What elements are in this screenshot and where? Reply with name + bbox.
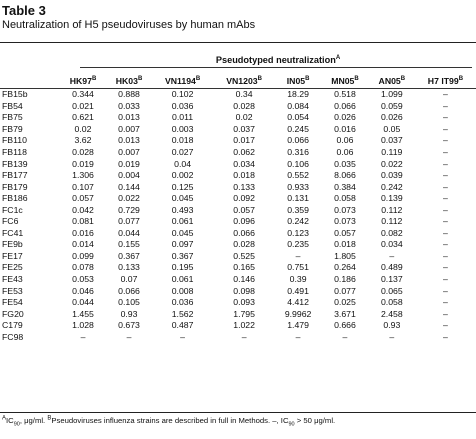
table-cell: 0.093 — [233, 297, 255, 308]
table-cell: 0.058 — [380, 297, 403, 308]
table-cell: 0.384 — [334, 181, 356, 192]
row-label: FB15b — [2, 89, 28, 100]
table-cell: 0.054 — [287, 112, 309, 123]
row-label: FB75 — [2, 112, 23, 123]
table-cell: 0.016 — [334, 123, 356, 134]
row-label: FB186 — [2, 193, 28, 204]
table-cell: – — [443, 123, 448, 134]
table-cell: 0.112 — [381, 204, 403, 215]
table-cell: 0.042 — [72, 204, 94, 215]
table-cell: 0.673 — [118, 320, 140, 331]
table-row — [0, 101, 476, 113]
row-label: FB110 — [2, 135, 27, 146]
table-cell: 0.045 — [171, 227, 194, 238]
col-header-in05: $IN05^B$ — [275, 73, 321, 89]
row-label: FC6 — [2, 216, 19, 227]
table-footnote: $^AIC_{90}$, μg/ml. $^B$Pseudoviruses influenza strains are described in full in Methods. –, $IC_{90} > 50$ μg/ml. — [2, 415, 336, 428]
table-row — [0, 135, 476, 147]
table-cell: 3.62 — [74, 135, 92, 146]
table-cell: 0.099 — [72, 250, 94, 261]
table-cell: 0.036 — [171, 297, 194, 308]
super-header — [80, 55, 476, 65]
table-cell: 0.102 — [171, 89, 194, 100]
col-header-vn1203: $VN1203^B$ — [213, 73, 275, 89]
table-row — [0, 147, 476, 159]
table-cell: 0.242 — [380, 181, 403, 192]
table-row — [0, 297, 476, 309]
table-cell: 0.004 — [118, 170, 140, 181]
row-label: FB79 — [2, 123, 23, 134]
table-row — [0, 204, 476, 216]
table-cell: 0.119 — [381, 147, 403, 157]
table-cell: 0.014 — [72, 239, 94, 250]
table-cell: 0.003 — [171, 123, 194, 134]
table-row — [0, 331, 476, 343]
row-label: FB139 — [2, 158, 28, 169]
table-cell: 0.139 — [380, 193, 403, 204]
table-cell: – — [443, 193, 448, 204]
table-cell: 0.02 — [74, 123, 92, 134]
row-label: FB177 — [2, 170, 28, 181]
table-cell: 0.057 — [233, 204, 255, 215]
table-cell: 0.026 — [380, 112, 403, 123]
table-cell: 0.077 — [334, 285, 356, 296]
table-cell: 0.045 — [171, 193, 194, 204]
table-row — [0, 181, 476, 193]
table-cell: 0.264 — [334, 262, 356, 273]
table-cell: – — [295, 331, 301, 342]
table-cell: 0.123 — [287, 227, 309, 238]
table-cell: 0.034 — [380, 239, 403, 250]
table-cell: – — [443, 331, 448, 342]
table-cell: – — [443, 308, 448, 319]
row-label: FE43 — [2, 274, 23, 285]
table-cell: 0.097 — [171, 239, 194, 250]
table-cell: 0.007 — [118, 123, 140, 134]
table-cell: 0.026 — [334, 112, 356, 123]
table-cell: 1.562 — [171, 308, 194, 319]
table-row — [0, 216, 476, 228]
table-cell: 0.066 — [334, 100, 356, 111]
row-label: FE9b — [2, 239, 23, 250]
table-cell: 0.131 — [287, 193, 309, 204]
table-cell: 1.028 — [72, 320, 94, 331]
row-label: FB179 — [2, 181, 28, 192]
table-cell: – — [443, 170, 448, 181]
table-cell: 0.02 — [235, 112, 253, 123]
table-cell: – — [443, 227, 448, 238]
table-row — [0, 112, 476, 124]
table-cell: 0.016 — [72, 227, 94, 238]
table-cell: 0.155 — [118, 239, 140, 250]
table-cell: 0.081 — [72, 216, 94, 227]
table-cell: 0.34 — [235, 89, 253, 100]
table-cell: 0.06 — [336, 147, 354, 157]
table-cell: 9.9962 — [284, 308, 312, 319]
table-cell: 0.073 — [334, 204, 356, 215]
table-cell: 0.062 — [233, 147, 255, 157]
table-cell: 0.022 — [118, 193, 140, 204]
table-subtitle: Neutralization of H5 pseudoviruses by human mAbs — [2, 19, 256, 31]
table-cell: 0.235 — [287, 239, 309, 250]
table-cell: 0.019 — [72, 158, 94, 169]
table-cell: 1.455 — [72, 308, 94, 319]
table-cell: 0.022 — [380, 158, 403, 169]
table-row — [0, 320, 476, 332]
table-cell: 0.061 — [171, 274, 194, 285]
table-cell: – — [443, 250, 448, 261]
table-row — [0, 228, 476, 240]
bottom-rule — [0, 412, 476, 413]
table-cell: 2.458 — [380, 308, 403, 319]
table-cell: 0.096 — [233, 216, 255, 227]
table-cell: 0.316 — [287, 147, 309, 157]
table-cell: 1.099 — [380, 89, 403, 100]
table-cell: 0.666 — [334, 320, 356, 331]
table-cell: – — [80, 331, 86, 342]
row-label: C179 — [2, 320, 23, 331]
table-cell: 0.242 — [287, 216, 309, 227]
table-cell: 0.245 — [287, 123, 309, 134]
row-label: FE54 — [2, 297, 23, 308]
table-cell: 0.077 — [118, 216, 140, 227]
table-row — [0, 193, 476, 205]
table-cell: – — [295, 250, 301, 261]
table-cell: 0.621 — [72, 112, 94, 123]
table-cell: – — [443, 297, 448, 308]
table-cell: – — [342, 331, 348, 342]
table-cell: 0.019 — [118, 158, 140, 169]
table-cell: 0.002 — [171, 170, 194, 181]
table-row — [0, 158, 476, 170]
table-row — [0, 308, 476, 320]
table-cell: 0.036 — [171, 100, 194, 111]
table-cell: – — [389, 250, 395, 261]
row-label: FC41 — [2, 227, 24, 238]
table-cell: 0.106 — [287, 158, 309, 169]
table-cell: 0.027 — [171, 147, 194, 157]
table-row — [0, 239, 476, 251]
table-cell: 0.133 — [233, 181, 255, 192]
col-header-vn1194: $VN1194^B$ — [152, 73, 213, 89]
table-cell: 0.021 — [72, 100, 94, 111]
table-cell: 0.359 — [287, 204, 309, 215]
table-cell: 0.066 — [233, 227, 255, 238]
table-cell: – — [443, 181, 448, 192]
table-row — [0, 251, 476, 263]
table-row — [0, 285, 476, 297]
table-cell: 0.137 — [380, 274, 403, 285]
table-cell: 0.07 — [120, 274, 138, 285]
table-cell: 0.057 — [334, 227, 356, 238]
table-cell: 0.037 — [380, 135, 403, 146]
table-cell: 3.671 — [334, 308, 356, 319]
table-cell: 8.066 — [334, 170, 356, 181]
table-cell: 1.022 — [233, 320, 255, 331]
table-cell: 0.065 — [380, 285, 403, 296]
table-cell: 0.073 — [334, 216, 356, 227]
table-cell: 4.412 — [287, 297, 309, 308]
table-cell: 0.028 — [233, 239, 255, 250]
table-cell: 0.125 — [171, 181, 194, 192]
table-cell: 0.092 — [233, 193, 255, 204]
table-cell: 0.146 — [233, 274, 255, 285]
table-cell: 1.479 — [287, 320, 309, 331]
table-cell: 0.046 — [72, 285, 94, 296]
table-cell: 0.39 — [289, 274, 307, 285]
table-cell: 0.044 — [118, 227, 140, 238]
table-cell: – — [443, 147, 448, 157]
table-cell: 0.053 — [72, 274, 94, 285]
table-cell: – — [241, 331, 247, 342]
table-cell: 0.025 — [334, 297, 356, 308]
table-cell: 0.013 — [118, 135, 140, 146]
table-cell: 0.491 — [287, 285, 309, 296]
table-cell: – — [443, 274, 448, 285]
row-label: FB54 — [2, 100, 23, 111]
table-cell: 0.367 — [118, 250, 140, 261]
row-label: FE25 — [2, 262, 23, 273]
table-cell: 0.084 — [287, 100, 309, 111]
col-header-hk03: $HK03^B$ — [106, 73, 152, 89]
row-label-header — [0, 73, 60, 89]
table-cell: 1.795 — [233, 308, 255, 319]
table-cell: 0.729 — [118, 204, 140, 215]
table-cell: 0.044 — [72, 297, 94, 308]
table-caption — [0, 3, 476, 32]
table-cell: 0.133 — [118, 262, 140, 273]
table-cell: 0.057 — [72, 193, 94, 204]
top-rule — [0, 42, 476, 43]
table-cell: 0.367 — [171, 250, 194, 261]
table-cell: 0.066 — [118, 285, 140, 296]
table-cell: – — [443, 204, 448, 215]
table-cell: 0.007 — [118, 147, 140, 157]
table-cell: 0.06 — [336, 135, 354, 146]
super-header-mark: A — [335, 54, 341, 61]
row-label: FG20 — [2, 308, 24, 319]
col-header-an05: $AN05^B$ — [369, 73, 415, 89]
table-cell: 0.195 — [171, 262, 194, 273]
table-cell: 0.112 — [381, 216, 403, 227]
table-cell: 0.066 — [287, 135, 309, 146]
table-cell: 0.039 — [380, 170, 403, 181]
table-cell: 0.186 — [334, 274, 356, 285]
table-number: Table 3 — [2, 3, 46, 18]
table-cell: 0.751 — [287, 262, 309, 273]
header-row — [0, 73, 476, 89]
table-cell: 0.034 — [233, 158, 255, 169]
table-cell: – — [443, 216, 448, 227]
col-header-h7-it99: H7 $IT99^B$ — [415, 73, 476, 89]
table-cell: 1.805 — [334, 250, 356, 261]
table-row — [0, 274, 476, 286]
table-cell: 18.29 — [287, 89, 309, 100]
table-cell: – — [443, 285, 448, 296]
table-cell: – — [443, 89, 448, 100]
table-cell: 0.037 — [233, 123, 255, 134]
table-cell: 0.93 — [383, 320, 401, 331]
col-header-hk97: $HK97^B$ — [60, 73, 106, 89]
table-row — [0, 262, 476, 274]
row-label: FC1c — [2, 204, 23, 215]
table-cell: 0.061 — [171, 216, 194, 227]
table-cell: 0.058 — [334, 193, 356, 204]
table-cell: – — [180, 331, 185, 342]
table-cell: – — [389, 331, 395, 342]
table-cell: 0.518 — [334, 89, 356, 100]
table-cell: – — [443, 135, 448, 146]
table-cell: – — [443, 158, 448, 169]
table-cell: 0.008 — [171, 285, 194, 296]
table-cell: 0.018 — [171, 135, 194, 146]
table-cell: 0.098 — [233, 285, 255, 296]
table-cell: 0.082 — [380, 227, 403, 238]
table-cell: 0.888 — [118, 89, 140, 100]
table-cell: 0.344 — [72, 89, 94, 100]
table-cell: 0.493 — [171, 204, 194, 215]
table-cell: 0.933 — [287, 181, 309, 192]
table-cell: 0.165 — [233, 262, 255, 273]
table-cell: 0.04 — [174, 158, 192, 169]
table-cell: 0.144 — [118, 181, 140, 192]
table-cell: 0.017 — [233, 135, 255, 146]
table-cell: 0.035 — [334, 158, 356, 169]
table-cell: 0.05 — [383, 123, 401, 134]
table-cell: 0.028 — [233, 100, 255, 111]
table-cell: 0.525 — [233, 250, 255, 261]
col-header-mn05: $MN05^B$ — [321, 73, 369, 89]
table-row — [0, 124, 476, 136]
neutralization-table — [0, 73, 476, 343]
row-label: FE53 — [2, 285, 23, 296]
table-cell: 0.107 — [72, 181, 94, 192]
row-label: FC98 — [2, 331, 24, 342]
table-cell: – — [443, 112, 448, 123]
row-label: FB118 — [2, 147, 27, 157]
table-cell: – — [443, 100, 448, 111]
table-cell: 0.028 — [72, 147, 94, 157]
table-row — [0, 89, 476, 101]
table-cell: 0.059 — [380, 100, 403, 111]
table-cell: 0.018 — [233, 170, 255, 181]
table-cell: 0.93 — [120, 308, 138, 319]
super-header-label: Pseudotyped neutralization — [215, 55, 336, 65]
table-cell: – — [443, 239, 448, 250]
table-cell: 0.552 — [287, 170, 309, 181]
table-cell: 0.105 — [118, 297, 140, 308]
super-header-underline — [80, 67, 472, 68]
table-cell: 1.306 — [72, 170, 94, 181]
table-row — [0, 170, 476, 182]
table-cell: 0.011 — [172, 112, 194, 123]
table-cell: – — [126, 331, 132, 342]
table-cell: – — [443, 262, 448, 273]
table-cell: – — [443, 320, 448, 331]
table-cell: 0.078 — [72, 262, 94, 273]
table-body — [0, 89, 476, 344]
table-cell: 0.033 — [118, 100, 140, 111]
table-cell: 0.018 — [334, 239, 356, 250]
table-cell: 0.489 — [380, 262, 403, 273]
row-label: FE17 — [2, 250, 23, 261]
table-cell: 0.013 — [118, 112, 140, 123]
table-cell: 0.487 — [171, 320, 194, 331]
